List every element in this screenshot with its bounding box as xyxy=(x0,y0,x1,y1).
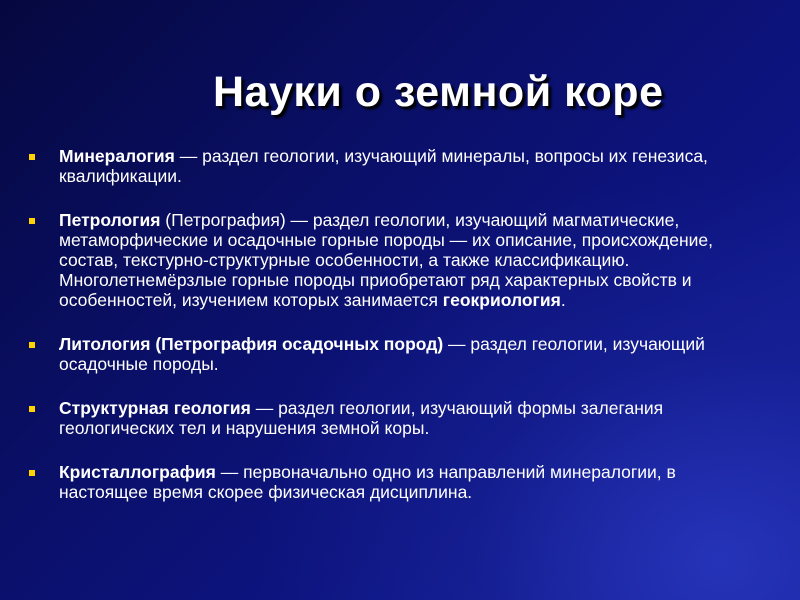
definition-text: — первоначально одно из направлений минералогии, в настоящее время скорее физическая дисциплина. xyxy=(59,462,676,502)
term-label: Минералогия xyxy=(59,146,175,166)
list-item-crystallography xyxy=(22,462,722,502)
square-bullet-icon xyxy=(29,218,35,224)
term-label: Литология (Петрография осадочных пород) xyxy=(59,334,444,354)
square-bullet-icon xyxy=(29,470,35,476)
list-item-petrology xyxy=(22,210,722,310)
slide-title: Науки о земной коре xyxy=(213,68,664,116)
list-item-lithology xyxy=(22,334,722,374)
definition-text: — раздел геологии, изучающий осадочные породы. xyxy=(59,334,705,374)
term-label: Петрология xyxy=(59,210,161,230)
definition-tail: . xyxy=(560,290,566,310)
term-label: Структурная геология xyxy=(59,398,251,418)
definition-text: — раздел геологии, изучающий формы залегания геологических тел и нарушения земной коры. xyxy=(59,398,664,438)
square-bullet-icon xyxy=(29,342,35,348)
list-item-mineralogy xyxy=(22,146,722,186)
definition-text: — раздел геологии, изучающий минералы, вопросы их генезиса, квалификации. xyxy=(59,146,708,186)
bullet-list xyxy=(22,146,722,526)
term-label: Кристаллография xyxy=(59,462,216,482)
square-bullet-icon xyxy=(29,406,35,412)
square-bullet-icon xyxy=(29,154,35,160)
term-label-geocryology: геокриология xyxy=(442,290,561,310)
definition-text: (Петрография) — раздел геологии, изучающий магматические, метаморфические и осадочные горные породы — их описание, происхождение, состав, текстурно-структурные особенности, а также классификацию. Многолетнемёрзлые горные породы приобретают ряд характерных свойств и особенностей, изучением которых занимается xyxy=(59,210,713,310)
list-item-structural-geology xyxy=(22,398,722,438)
